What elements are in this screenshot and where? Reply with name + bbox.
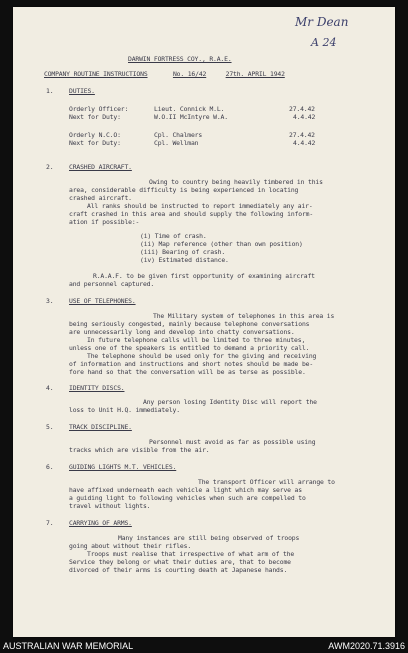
section-heading-carrying-arms: CARRYING OF ARMS. <box>69 519 132 527</box>
section-number: 1. <box>46 87 54 95</box>
section-heading-guiding-lights: GUIDING LIGHTS M.T. VEHICLES. <box>69 463 177 471</box>
paragraph-line: Owing to country being heavily timbered in this <box>149 178 323 186</box>
section-number: 6. <box>46 463 54 471</box>
section-heading-track-discipline: TRACK DISCIPLINE. <box>69 423 132 431</box>
paragraph-line: Any person losing Identity Disc will report the <box>143 398 317 406</box>
paragraph-line: The telephone should be used only for the giving and receiving <box>87 352 317 360</box>
duty-role: Next for Duty: <box>69 139 121 147</box>
paragraph-line: and personnel captured. <box>69 280 155 288</box>
document-title <box>44 70 285 78</box>
paragraph-line: are unnecessarily long and develop into chatty conversations. <box>69 328 295 336</box>
paragraph-line: have affixed underneath each vehicle a light which may serve as <box>69 486 302 494</box>
duty-date: 4.4.42 <box>293 113 316 121</box>
section-number: 2. <box>46 163 54 171</box>
paragraph-line: tracks which are visible from the air. <box>69 446 210 454</box>
archive-footer <box>0 640 408 653</box>
duty-role: Next for Duty: <box>69 113 121 121</box>
paragraph-line: All ranks should be instructed to report immediately any air- <box>87 202 313 210</box>
footer-accession-number: AWM2020.71.3916 <box>328 641 405 651</box>
paragraph-line: crashed aircraft. <box>69 194 132 202</box>
section-heading-crashed-aircraft: CRASHED AIRCRAFT. <box>69 163 132 171</box>
paragraph-line: area, considerable difficulty is being experienced in locating <box>69 186 299 194</box>
document-page <box>13 7 395 637</box>
paragraph-line: R.A.A.F. to be given first opportunity of examining aircraft <box>93 272 315 280</box>
instruction-number: No. 16/42 <box>172 70 207 78</box>
footer-institution: AUSTRALIAN WAR MEMORIAL <box>3 641 134 651</box>
section-heading-telephones: USE OF TELEPHONES. <box>69 297 136 305</box>
section-number: 7. <box>46 519 54 527</box>
section-number: 5. <box>46 423 54 431</box>
paragraph-line: Many instances are still being observed of troops <box>118 534 300 542</box>
handwritten-reference: A 24 <box>311 36 337 49</box>
paragraph-line: The Military system of telephones in this area is <box>153 312 335 320</box>
paragraph-line: Personnel must avoid as far as possible using <box>149 438 316 446</box>
paragraph-line: travel without lights. <box>69 502 151 510</box>
paragraph-line: loss to Unit H.Q. immediately. <box>69 406 180 414</box>
handwritten-note: Mr Dean <box>295 15 349 29</box>
paragraph-line: of information and instructions and short notes should be made be- <box>69 360 314 368</box>
paragraph-line: divorced of their arms is courting death at Japanese hands. <box>69 566 288 574</box>
section-heading-duties: DUTIES. <box>69 87 95 95</box>
duty-name: W.O.II McIntyre W.A. <box>154 113 228 121</box>
section-number: 3. <box>46 297 54 305</box>
duty-name: Cpl. Wellman <box>154 139 199 147</box>
duty-name: Lieut. Connick M.L. <box>154 105 225 113</box>
duty-name: Cpl. Chalmers <box>154 131 203 139</box>
duty-date: 27.4.42 <box>289 105 315 113</box>
paragraph-line: Service they belong or what their duties are, that to become <box>69 558 291 566</box>
section-heading-identity-discs: IDENTITY DISCS. <box>69 384 125 392</box>
duty-date: 4.4.42 <box>293 139 316 147</box>
paragraph-line: craft crashed in this area and should supply the following inform- <box>69 210 314 218</box>
paragraph-line: In future telephone calls will be limited to three minutes, <box>87 336 306 344</box>
paragraph-line: being seriously congested, mainly because telephone conversations <box>69 320 310 328</box>
paragraph-line: fore hand so that the conversation will be as terse as possible. <box>69 368 306 376</box>
list-item: (ii) Map reference (other than own position) <box>140 240 303 248</box>
duty-role: Orderly N.C.O: <box>69 131 121 139</box>
paragraph-line: going about without their rifles. <box>69 542 192 550</box>
list-item: (iv) Estimated distance. <box>140 256 229 264</box>
duty-role: Orderly Officer: <box>69 105 129 113</box>
unit-heading: DARWIN FORTRESS COY., R.A.E. <box>128 55 232 63</box>
paragraph-line: ation if possible:- <box>69 218 140 226</box>
list-item: (i) Time of crash. <box>140 232 207 240</box>
paragraph-line: unless one of the speakers is entitled to demand a priority call. <box>69 344 310 352</box>
paragraph-line: Troops must realise that irrespective of what arm of the <box>87 550 295 558</box>
list-item: (iii) Bearing of crash. <box>140 248 226 256</box>
section-number: 4. <box>46 384 54 392</box>
title-text: COMPANY ROUTINE INSTRUCTIONS <box>44 70 148 78</box>
paragraph-line: a guiding light to following vehicles when such are compelled to <box>69 494 306 502</box>
duty-date: 27.4.42 <box>289 131 315 139</box>
paragraph-line: The transport Officer will arrange to <box>198 478 335 486</box>
document-date: 27th. APRIL 1942 <box>225 70 285 78</box>
